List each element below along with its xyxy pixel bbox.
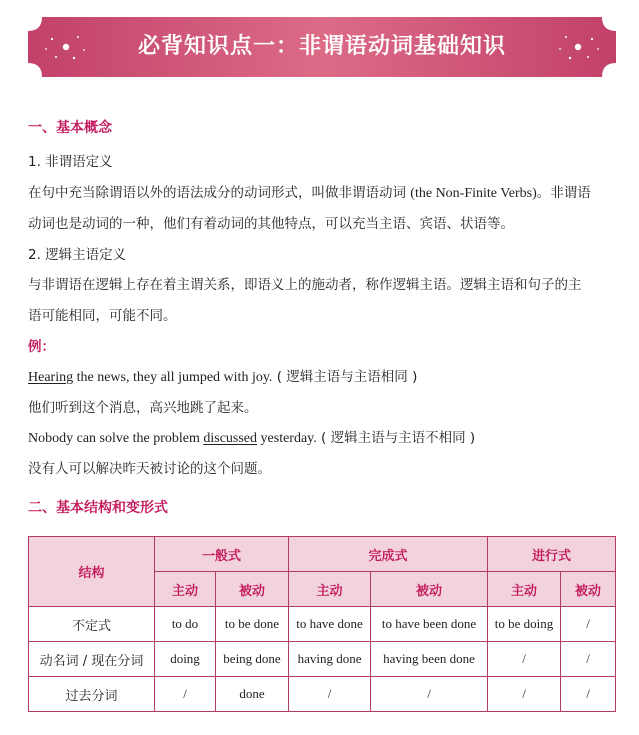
example-2-translation: 没有人可以解决昨天被讨论的这个问题。 [28,461,271,477]
table-cell: to have been done [371,607,488,642]
example-2-start: Nobody can solve the problem [28,431,204,446]
table-row [29,677,616,712]
example-2-end: yesterday. [257,431,317,446]
definition-1-text: 在句中充当除谓语以外的语法成分的动词形式，叫做非谓语动词 [28,185,411,201]
row-label: 过去分词 [29,677,155,712]
group-header-perfect: 完成式 [289,537,488,572]
definition-1-line-1 [28,178,618,209]
row-label: 动名词 / 现在分词 [29,642,155,677]
table-cell: / [289,677,371,712]
group-header-simple: 一般式 [155,537,289,572]
sub-header-active: 主动 [488,572,561,607]
sub-header-passive: 被动 [371,572,488,607]
section-heading-structures: 二、基本结构和变形式 [28,500,168,516]
table-row [29,642,616,677]
example-1-underlined-word: Hearing [28,370,74,385]
table-cell: doing [155,642,216,677]
table-cell: / [371,677,488,712]
definition-1-english-term: (the Non-Finite Verbs) [410,186,537,201]
sub-header-passive: 被动 [561,572,616,607]
example-1-rest: the news, they all jumped with joy. [73,370,273,385]
example-2-sentence [28,423,618,454]
definition-1-line-2: 动词也是动词的一种，他们有着动词的其他特点，可以充当主语、宾语、状语等。 [28,216,514,232]
table-cell: done [216,677,289,712]
group-header-progressive: 进行式 [488,537,616,572]
table-row [29,607,616,642]
definition-1-text-tail: 。非谓语 [536,185,591,201]
table-cell: to be doing [488,607,561,642]
example-2-underlined-word: discussed [203,431,258,446]
table-corner-header: 结构 [29,537,155,607]
definition-1-title: 1. 非谓语定义 [28,154,113,170]
title-banner [28,17,616,77]
table-cell: / [561,677,616,712]
table-cell: to have done [289,607,371,642]
table-cell: / [561,642,616,677]
example-label: 例： [28,339,55,355]
table-cell: to be done [216,607,289,642]
example-1-translation: 他们听到这个消息，高兴地跳了起来。 [28,400,258,416]
definition-2-title: 2. 逻辑主语定义 [28,247,127,263]
table-cell: / [488,677,561,712]
example-2-note: ( 逻辑主语与主语不相同 ) [316,430,476,446]
table-cell: being done [216,642,289,677]
table-cell: having been done [371,642,488,677]
sub-header-active: 主动 [289,572,371,607]
table-cell: having done [289,642,371,677]
definition-2-line-1: 与非谓语在逻辑上存在着主谓关系，即语义上的施动者，称作逻辑主语。逻辑主语和句子的主 [28,277,582,293]
table-cell: / [488,642,561,677]
sub-header-active: 主动 [155,572,216,607]
banner-title: 必背知识点一：非谓语动词基础知识 [137,34,506,59]
example-1-note: ( 逻辑主语与主语相同 ) [272,369,418,385]
table-cell: to do [155,607,216,642]
sub-header-passive: 被动 [216,572,289,607]
example-1-sentence [28,362,618,393]
section-heading-concepts: 一、基本概念 [28,120,112,136]
verb-forms-table [28,536,616,712]
row-label: 不定式 [29,607,155,642]
table-cell: / [561,607,616,642]
definition-2-line-2: 语可能相同，可能不同。 [28,308,177,324]
table-cell: / [155,677,216,712]
